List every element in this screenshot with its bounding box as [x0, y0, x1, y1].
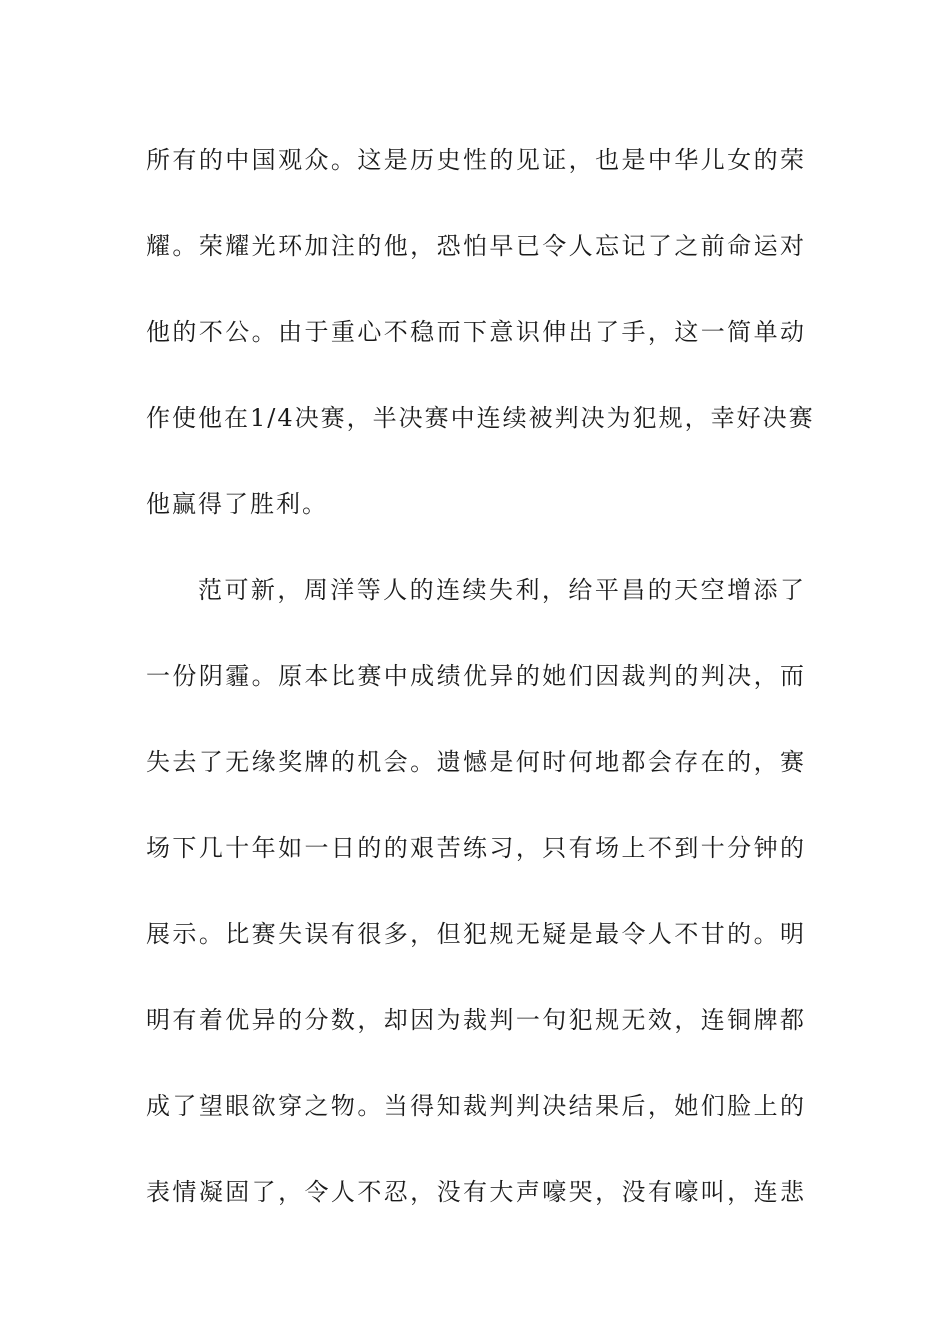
- text-line: 作使他在1/4决赛，半决赛中连续被判决为犯规，幸好决赛: [146, 404, 815, 432]
- text-line: 明有着优异的分数，却因为裁判一句犯规无效，连铜牌都: [146, 1006, 806, 1034]
- text-line: 他赢得了胜利。: [146, 490, 328, 518]
- paragraph-2: [146, 566, 806, 1254]
- text-line: 一份阴霾。原本比赛中成绩优异的她们因裁判的判决，而: [146, 662, 806, 690]
- text-line: 场下几十年如一日的的艰苦练习，只有场上不到十分钟的: [146, 834, 806, 862]
- body-text: [146, 136, 815, 1254]
- text-line: 所有的中国观众。这是历史性的见证，也是中华儿女的荣: [146, 146, 806, 174]
- paragraph-1: [146, 136, 815, 566]
- text-line: 展示。比赛失误有很多，但犯规无疑是最令人不甘的。明: [146, 920, 806, 948]
- text-line: 他的不公。由于重心不稳而下意识伸出了手，这一简单动: [146, 318, 806, 346]
- text-line: 范可新，周洋等人的连续失利，给平昌的天空增添了: [198, 576, 806, 604]
- text-line: 表情凝固了，令人不忍，没有大声嚎哭，没有嚎叫，连悲: [146, 1178, 806, 1206]
- text-line: 失去了无缘奖牌的机会。遗憾是何时何地都会存在的，赛: [146, 748, 806, 776]
- text-line: 成了望眼欲穿之物。当得知裁判判决结果后，她们脸上的: [146, 1092, 806, 1120]
- text-line: 耀。荣耀光环加注的他，恐怕早已令人忘记了之前命运对: [146, 232, 806, 260]
